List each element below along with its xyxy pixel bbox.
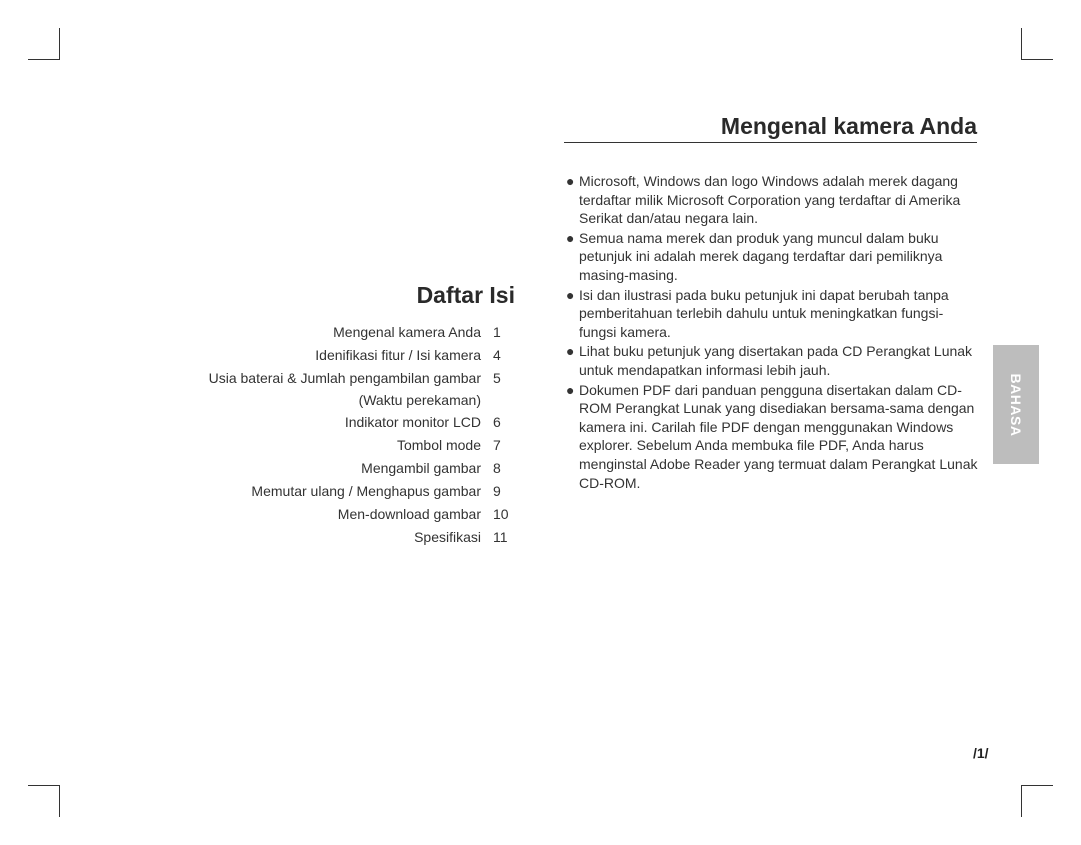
crop-mark-bottom-left-v bbox=[59, 785, 60, 817]
bullet-icon: ● bbox=[566, 229, 575, 246]
toc-entry-label: Memutar ulang / Menghapus gambar bbox=[251, 483, 481, 499]
toc-entry-label: Usia baterai & Jumlah pengambilan gambar (Waktu perekaman) bbox=[208, 370, 481, 408]
crop-mark-top-right-h bbox=[1021, 59, 1053, 60]
crop-mark-top-right-v bbox=[1021, 28, 1022, 60]
toc-entry-label: Mengenal kamera Anda bbox=[333, 324, 481, 340]
toc-entry-page: 10 bbox=[493, 506, 509, 522]
section-title: Mengenal kamera Anda bbox=[564, 113, 977, 143]
crop-mark-bottom-left-h bbox=[28, 785, 60, 786]
note-item bbox=[565, 286, 980, 342]
crop-mark-bottom-right-v bbox=[1021, 785, 1022, 817]
crop-mark-top-left-v bbox=[59, 28, 60, 60]
toc-entry[interactable] bbox=[161, 367, 521, 411]
bullet-icon: ● bbox=[566, 173, 575, 189]
note-text: Isi dan ilustrasi pada buku petunjuk ini dapat berubah tanpa pemberitahuan terlebih dahulu untuk meningkatkan fungsi-fungsi kamera. bbox=[579, 286, 949, 340]
toc-entry-page: 11 bbox=[493, 529, 508, 545]
toc-entry-page: 1 bbox=[493, 324, 501, 340]
toc-title: Daftar Isi bbox=[416, 282, 515, 308]
toc-entry[interactable] bbox=[161, 526, 521, 549]
toc-entry[interactable] bbox=[161, 457, 521, 480]
toc-entry[interactable] bbox=[161, 480, 521, 503]
toc-entry-page: 4 bbox=[493, 347, 501, 363]
language-tab bbox=[993, 345, 1039, 464]
bullet-icon: ● bbox=[566, 286, 575, 303]
toc-entry[interactable] bbox=[161, 321, 521, 344]
crop-mark-top-left-h bbox=[28, 59, 60, 60]
bullet-icon: ● bbox=[566, 381, 575, 398]
note-text: Lihat buku petunjuk yang disertakan pada CD Perangkat Lunak untuk mendapatkan informasi lebih jauh. bbox=[579, 343, 973, 378]
note-text: Microsoft, Windows dan logo Windows adalah merek dagang terdaftar milik Microsoft Corporation yang terdaftar di Amerika Serikat dan/atau negara lain. bbox=[579, 173, 961, 227]
toc-entry[interactable] bbox=[161, 503, 521, 526]
toc-entry[interactable] bbox=[161, 344, 521, 367]
note-item bbox=[565, 381, 980, 493]
toc-entry-page: 8 bbox=[493, 460, 501, 476]
note-item bbox=[565, 342, 980, 379]
toc-entry[interactable] bbox=[161, 411, 521, 434]
notes-list bbox=[565, 172, 980, 493]
note-item bbox=[565, 229, 980, 285]
toc-entry-label: Idenifikasi fitur / Isi kamera bbox=[315, 347, 481, 363]
bullet-icon: ● bbox=[566, 343, 575, 360]
toc-entry-page: 5 bbox=[493, 370, 501, 386]
toc-entry-page: 7 bbox=[493, 437, 501, 453]
toc-entry[interactable] bbox=[161, 434, 521, 457]
crop-mark-bottom-right-h bbox=[1021, 785, 1053, 786]
note-text: Dokumen PDF dari panduan pengguna disertakan dalam CD-ROM Perangkat Lunak yang disediakan bersama-sama dengan kamera ini. Carilah file PDF dengan menggunakan Windows explorer. Sebelum Anda membuka file PDF, Anda harus menginstal Adobe Reader yang termuat dalam Perangkat Lunak CD-ROM. bbox=[579, 381, 978, 491]
note-text: Semua nama merek dan produk yang muncul dalam buku petunjuk ini adalah merek dagang terdaftar dari pemiliknya masing-masing. bbox=[579, 229, 943, 283]
toc-entry-label: Men-download gambar bbox=[337, 506, 481, 522]
toc-entry-label: Tombol mode bbox=[396, 437, 481, 453]
language-tab-label: BAHASA bbox=[1008, 373, 1024, 436]
toc-entry-label: Indikator monitor LCD bbox=[344, 414, 481, 430]
toc-entry-label: Mengambil gambar bbox=[361, 460, 481, 476]
page-number: /1/ bbox=[973, 745, 989, 761]
toc-entry-page: 6 bbox=[493, 414, 501, 430]
note-item bbox=[565, 172, 980, 228]
table-of-contents bbox=[161, 321, 521, 549]
toc-entry-page: 9 bbox=[493, 483, 501, 499]
toc-entry-label: Spesifikasi bbox=[414, 529, 481, 545]
